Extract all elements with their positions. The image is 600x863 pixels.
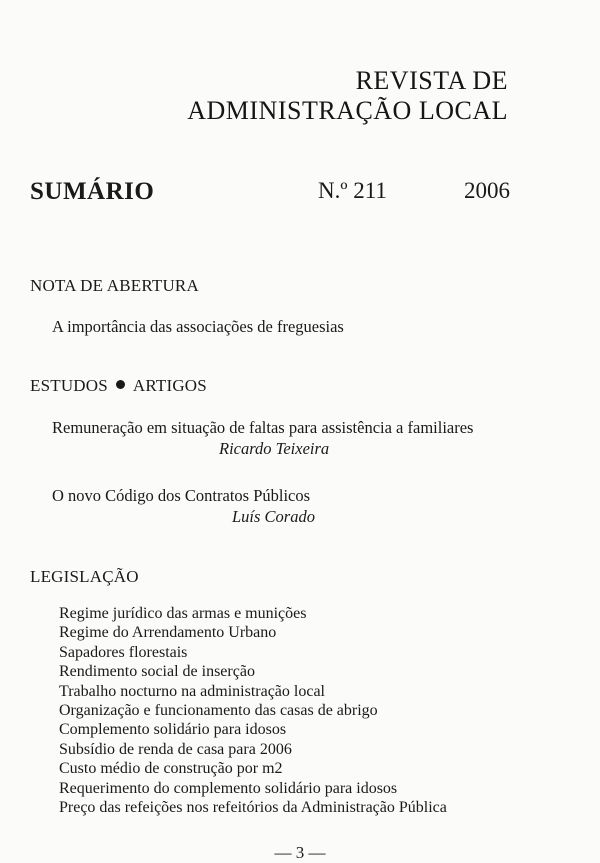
opening-entry-title: A importância das associações de freguesias bbox=[52, 317, 344, 336]
article-title-1: Remuneração em situação de faltas para assistência a familiares bbox=[52, 418, 474, 437]
list-item: Trabalho nocturno na administração local bbox=[59, 682, 325, 700]
journal-title bbox=[187, 66, 508, 126]
section-heading-studies bbox=[30, 376, 207, 396]
list-item: Complemento solidário para idosos bbox=[59, 721, 287, 739]
summary-heading: SUMÁRIO bbox=[30, 178, 155, 205]
section-heading-opening: NOTA DE ABERTURA bbox=[30, 276, 199, 295]
list-item: Organização e funcionamento das casas de abrigo bbox=[59, 702, 378, 720]
list-item: Custo médio de construção por m2 bbox=[59, 760, 283, 778]
list-item: Regime jurídico das armas e munições bbox=[59, 605, 307, 622]
list-item: Preço das refeições nos refeitórios da Administração Pública bbox=[59, 799, 447, 817]
issue-year: 2006 bbox=[464, 178, 510, 203]
issue-number: N.º 211 bbox=[318, 178, 387, 203]
section-heading-legislation: LEGISLAÇÃO bbox=[30, 567, 139, 586]
article-title-2: O novo Código dos Contratos Públicos bbox=[52, 486, 311, 505]
journal-title-line-1: REVISTA DE bbox=[355, 66, 508, 95]
studies-heading-part2: ARTIGOS bbox=[132, 376, 207, 395]
legislation-list bbox=[59, 604, 447, 817]
bullet-dot-icon bbox=[116, 380, 125, 389]
studies-heading-part1: ESTUDOS bbox=[30, 376, 108, 395]
journal-title-line-2: ADMINISTRAÇÃO LOCAL bbox=[187, 96, 508, 125]
list-item: Sapadores florestais bbox=[59, 643, 188, 661]
list-item: Requerimento do complemento solidário para idosos bbox=[59, 779, 398, 797]
article-author-2: Luís Corado bbox=[232, 507, 315, 526]
page-number: — 3 — bbox=[274, 843, 326, 862]
article-author-1: Ricardo Teixeira bbox=[219, 439, 330, 458]
list-item: Subsídio de renda de casa para 2006 bbox=[59, 740, 292, 758]
list-item: Regime do Arrendamento Urbano bbox=[59, 624, 277, 642]
list-item: Rendimento social de inserção bbox=[59, 663, 255, 681]
